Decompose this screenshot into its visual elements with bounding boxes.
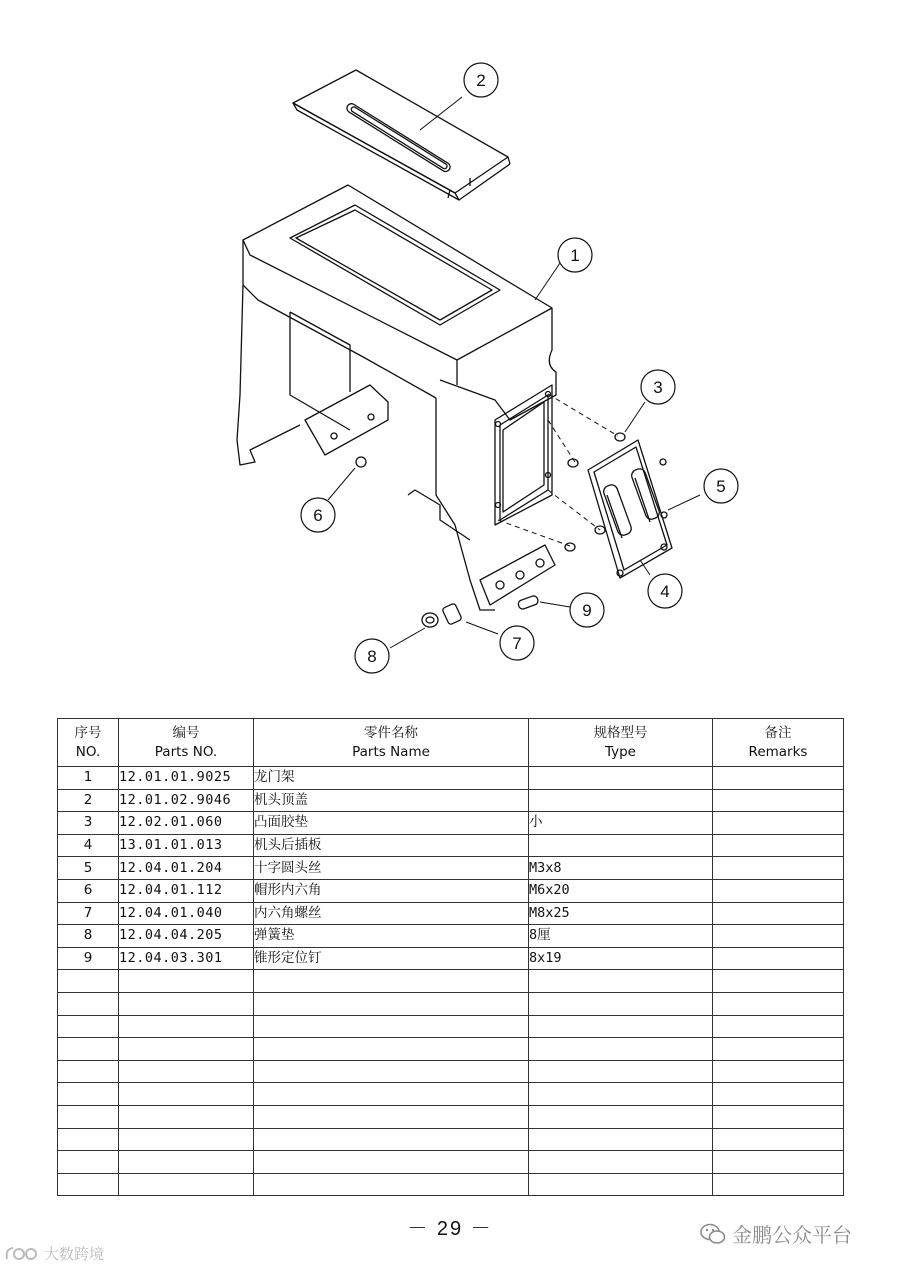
cell-remarks <box>713 879 844 902</box>
cell-no <box>58 1173 119 1196</box>
table-row <box>58 857 844 880</box>
cell-type: M8x25 <box>529 902 713 925</box>
table-row <box>58 1151 844 1174</box>
table-row <box>58 992 844 1015</box>
callout-label-1: 1 <box>570 246 580 265</box>
cell-remarks <box>713 1128 844 1151</box>
header-type-en: Type <box>604 743 636 760</box>
cell-no <box>58 1038 119 1061</box>
cell-pn: 12.04.04.205 <box>119 925 254 948</box>
table-row <box>58 834 844 857</box>
table-row <box>58 947 844 970</box>
watermark-left <box>4 1243 104 1264</box>
table-row <box>58 1038 844 1061</box>
cell-no: 4 <box>58 834 119 857</box>
cell-type <box>529 1128 713 1151</box>
cell-remarks <box>713 1083 844 1106</box>
header-parts-name-en: Parts Name <box>352 743 430 760</box>
cell-remarks <box>713 1015 844 1038</box>
cell-type <box>529 834 713 857</box>
cell-pn <box>119 1128 254 1151</box>
cell-name <box>254 1105 529 1128</box>
cell-no <box>58 1128 119 1151</box>
cell-type: 小 <box>529 812 713 835</box>
table-row <box>58 1105 844 1128</box>
cell-name: 锥形定位钉 <box>254 947 529 970</box>
header-parts-name <box>254 719 529 767</box>
cell-name <box>254 1173 529 1196</box>
callout-label-9: 9 <box>582 601 592 620</box>
callout-circles <box>301 63 738 673</box>
cell-type <box>529 970 713 993</box>
cell-type <box>529 1015 713 1038</box>
watermark-left-text: 大数跨境 <box>44 1245 105 1263</box>
cell-pn <box>119 1173 254 1196</box>
cell-pn <box>119 1105 254 1128</box>
cell-no <box>58 1060 119 1083</box>
cell-type <box>529 992 713 1015</box>
header-type <box>529 719 713 767</box>
table-row <box>58 925 844 948</box>
cell-no: 8 <box>58 925 119 948</box>
callout-label-8: 8 <box>367 647 377 666</box>
cell-pn <box>119 1151 254 1174</box>
cell-name <box>254 1128 529 1151</box>
header-no-en: NO. <box>75 743 101 760</box>
cell-remarks <box>713 789 844 812</box>
cell-remarks <box>713 857 844 880</box>
cell-name <box>254 1015 529 1038</box>
header-parts-no <box>119 719 254 767</box>
cell-name <box>254 970 529 993</box>
cell-no: 9 <box>58 947 119 970</box>
cell-no: 1 <box>58 767 119 790</box>
cell-type <box>529 1151 713 1174</box>
cell-no <box>58 1015 119 1038</box>
cell-no <box>58 970 119 993</box>
cell-pn <box>119 992 254 1015</box>
cell-no <box>58 1083 119 1106</box>
table-row <box>58 879 844 902</box>
cell-type <box>529 1060 713 1083</box>
callout-label-6: 6 <box>313 506 323 525</box>
callout-label-7: 7 <box>512 634 522 653</box>
cell-remarks <box>713 970 844 993</box>
parts-table-body <box>58 767 844 1196</box>
table-row <box>58 789 844 812</box>
callout-label-2: 2 <box>476 71 486 90</box>
callout-label-4: 4 <box>660 582 670 601</box>
table-row <box>58 1083 844 1106</box>
cell-pn: 12.01.02.9046 <box>119 789 254 812</box>
table-row <box>58 1060 844 1083</box>
header-no-cn: 序号 <box>74 724 102 741</box>
header-parts-no-cn: 编号 <box>172 724 200 741</box>
parts-table <box>57 718 844 1196</box>
cell-name: 弹簧垫 <box>254 925 529 948</box>
header-type-cn: 规格型号 <box>593 724 648 741</box>
cell-no <box>58 992 119 1015</box>
cell-pn: 12.01.01.9025 <box>119 767 254 790</box>
cell-name: 机头后插板 <box>254 834 529 857</box>
cell-remarks <box>713 767 844 790</box>
page-number: － 29 － <box>407 1218 493 1240</box>
brand-logo-icon <box>4 1245 42 1263</box>
cell-remarks <box>713 1151 844 1174</box>
cell-name: 凸面胶垫 <box>254 812 529 835</box>
cell-remarks <box>713 902 844 925</box>
cell-type <box>529 1083 713 1106</box>
table-row <box>58 1015 844 1038</box>
cell-pn <box>119 970 254 993</box>
parts-table-header <box>58 719 844 767</box>
cell-type <box>529 767 713 790</box>
cell-name: 内六角螺丝 <box>254 902 529 925</box>
table-row <box>58 902 844 925</box>
cell-pn: 12.02.01.060 <box>119 812 254 835</box>
leader-lines <box>328 97 700 648</box>
cell-remarks <box>713 834 844 857</box>
callout-label-5: 5 <box>716 477 726 496</box>
cell-remarks <box>713 812 844 835</box>
cell-name <box>254 1151 529 1174</box>
header-parts-no-en: Parts NO. <box>154 743 218 760</box>
cell-type: M6x20 <box>529 879 713 902</box>
cell-no: 6 <box>58 879 119 902</box>
cell-name: 十字圆头丝 <box>254 857 529 880</box>
cell-pn <box>119 1083 254 1106</box>
table-row <box>58 970 844 993</box>
cell-name <box>254 1083 529 1106</box>
cell-type <box>529 1105 713 1128</box>
cell-name: 龙门架 <box>254 767 529 790</box>
cell-pn: 12.04.01.112 <box>119 879 254 902</box>
cell-type <box>529 789 713 812</box>
cell-type: 8厘 <box>529 925 713 948</box>
cell-type: M3x8 <box>529 857 713 880</box>
table-row <box>58 1173 844 1196</box>
header-remarks-cn: 备注 <box>764 724 792 741</box>
cell-pn: 12.04.01.040 <box>119 902 254 925</box>
table-row <box>58 812 844 835</box>
cell-remarks <box>713 1173 844 1196</box>
cell-type: 8x19 <box>529 947 713 970</box>
header-no <box>58 719 119 767</box>
cell-no <box>58 1151 119 1174</box>
cell-pn: 12.04.01.204 <box>119 857 254 880</box>
cell-remarks <box>713 1038 844 1061</box>
cell-name <box>254 1038 529 1061</box>
cell-type <box>529 1173 713 1196</box>
cell-pn: 13.01.01.013 <box>119 834 254 857</box>
table-row <box>58 767 844 790</box>
cell-remarks <box>713 992 844 1015</box>
cell-remarks <box>713 1060 844 1083</box>
cell-pn: 12.04.03.301 <box>119 947 254 970</box>
wechat-icon <box>700 1223 726 1245</box>
cell-no: 7 <box>58 902 119 925</box>
cell-no: 2 <box>58 789 119 812</box>
cell-remarks <box>713 925 844 948</box>
watermark-right <box>700 1219 852 1248</box>
callout-label-3: 3 <box>653 378 663 397</box>
cell-name <box>254 992 529 1015</box>
cell-remarks <box>713 1105 844 1128</box>
cell-name <box>254 1060 529 1083</box>
cell-pn <box>119 1015 254 1038</box>
cell-pn <box>119 1060 254 1083</box>
cell-name: 机头顶盖 <box>254 789 529 812</box>
header-parts-name-cn: 零件名称 <box>364 724 418 741</box>
back-insert-plate-part <box>588 440 672 578</box>
cell-type <box>529 1038 713 1061</box>
table-row <box>58 1128 844 1151</box>
watermark-right-text: 金鹏公众平台 <box>732 1223 852 1247</box>
cell-no: 3 <box>58 812 119 835</box>
cell-no: 5 <box>58 857 119 880</box>
header-remarks <box>713 719 844 767</box>
cell-name: 帽形内六角 <box>254 879 529 902</box>
cell-remarks <box>713 947 844 970</box>
cell-pn <box>119 1038 254 1061</box>
header-remarks-en: Remarks <box>748 743 808 760</box>
cell-no <box>58 1105 119 1128</box>
gantry-frame-part <box>237 185 556 610</box>
